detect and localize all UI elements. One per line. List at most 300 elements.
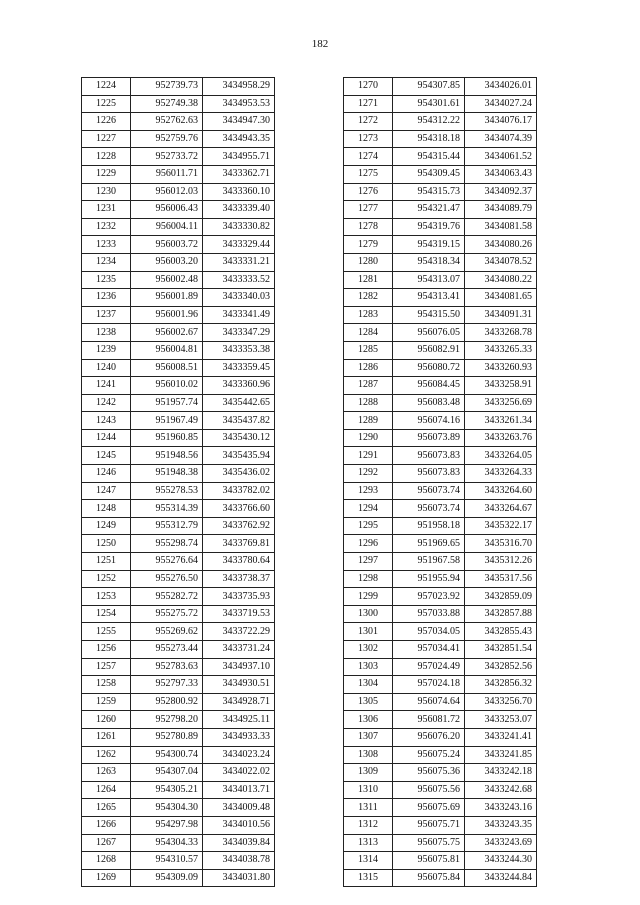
point-number-cell: 1284 <box>344 324 393 342</box>
y-coordinate-cell: 3433362.71 <box>203 165 275 183</box>
x-coordinate-cell: 955312.79 <box>131 517 203 535</box>
x-coordinate-cell: 957034.05 <box>393 623 465 641</box>
x-coordinate-cell: 952800.92 <box>131 693 203 711</box>
x-coordinate-cell: 952798.20 <box>131 711 203 729</box>
point-number-cell: 1315 <box>344 869 393 887</box>
table-row <box>82 641 275 659</box>
x-coordinate-cell: 956011.71 <box>131 165 203 183</box>
x-coordinate-cell: 954315.50 <box>393 306 465 324</box>
x-coordinate-cell: 955278.53 <box>131 482 203 500</box>
point-number-cell: 1252 <box>82 570 131 588</box>
y-coordinate-cell: 3433719.53 <box>203 605 275 623</box>
table-row <box>82 271 275 289</box>
y-coordinate-cell: 3434081.58 <box>465 218 537 236</box>
y-coordinate-cell: 3434061.52 <box>465 148 537 166</box>
point-number-cell: 1310 <box>344 781 393 799</box>
table-row <box>344 676 537 694</box>
point-number-cell: 1256 <box>82 641 131 659</box>
table-row <box>82 693 275 711</box>
point-number-cell: 1254 <box>82 605 131 623</box>
x-coordinate-cell: 954305.21 <box>131 781 203 799</box>
y-coordinate-cell: 3433263.76 <box>465 429 537 447</box>
table-row <box>344 412 537 430</box>
point-number-cell: 1224 <box>82 78 131 96</box>
y-coordinate-cell: 3434080.26 <box>465 236 537 254</box>
y-coordinate-cell: 3435322.17 <box>465 517 537 535</box>
x-coordinate-cell: 955298.74 <box>131 535 203 553</box>
coordinates-table-right <box>343 77 537 887</box>
point-number-cell: 1303 <box>344 658 393 676</box>
y-coordinate-cell: 3433340.03 <box>203 289 275 307</box>
table-row <box>344 113 537 131</box>
x-coordinate-cell: 955282.72 <box>131 588 203 606</box>
y-coordinate-cell: 3433331.21 <box>203 253 275 271</box>
table-row <box>82 78 275 96</box>
x-coordinate-cell: 956081.72 <box>393 711 465 729</box>
y-coordinate-cell: 3435312.26 <box>465 553 537 571</box>
y-coordinate-cell: 3434026.01 <box>465 78 537 96</box>
table-row <box>82 746 275 764</box>
point-number-cell: 1295 <box>344 517 393 535</box>
y-coordinate-cell: 3434039.84 <box>203 834 275 852</box>
point-number-cell: 1260 <box>82 711 131 729</box>
table-row <box>82 588 275 606</box>
x-coordinate-cell: 956082.91 <box>393 341 465 359</box>
table-row <box>344 130 537 148</box>
table-row <box>82 289 275 307</box>
point-number-cell: 1291 <box>344 447 393 465</box>
x-coordinate-cell: 956075.75 <box>393 834 465 852</box>
x-coordinate-cell: 956080.72 <box>393 359 465 377</box>
table-row <box>344 816 537 834</box>
y-coordinate-cell: 3433253.07 <box>465 711 537 729</box>
y-coordinate-cell: 3433242.68 <box>465 781 537 799</box>
y-coordinate-cell: 3433264.60 <box>465 482 537 500</box>
x-coordinate-cell: 955275.72 <box>131 605 203 623</box>
x-coordinate-cell: 956075.81 <box>393 852 465 870</box>
y-coordinate-cell: 3434080.22 <box>465 271 537 289</box>
y-coordinate-cell: 3434076.17 <box>465 113 537 131</box>
table-row <box>82 306 275 324</box>
y-coordinate-cell: 3432856.32 <box>465 676 537 694</box>
x-coordinate-cell: 956008.51 <box>131 359 203 377</box>
y-coordinate-cell: 3433780.64 <box>203 553 275 571</box>
point-number-cell: 1229 <box>82 165 131 183</box>
point-number-cell: 1289 <box>344 412 393 430</box>
y-coordinate-cell: 3434063.43 <box>465 165 537 183</box>
x-coordinate-cell: 954304.33 <box>131 834 203 852</box>
table-row <box>344 447 537 465</box>
point-number-cell: 1243 <box>82 412 131 430</box>
point-number-cell: 1307 <box>344 728 393 746</box>
table-row <box>82 359 275 377</box>
x-coordinate-cell: 955314.39 <box>131 500 203 518</box>
y-coordinate-cell: 3433258.91 <box>465 377 537 395</box>
y-coordinate-cell: 3433347.29 <box>203 324 275 342</box>
x-coordinate-cell: 956076.05 <box>393 324 465 342</box>
x-coordinate-cell: 954300.74 <box>131 746 203 764</box>
point-number-cell: 1262 <box>82 746 131 764</box>
point-number-cell: 1275 <box>344 165 393 183</box>
y-coordinate-cell: 3433264.05 <box>465 447 537 465</box>
x-coordinate-cell: 956075.56 <box>393 781 465 799</box>
point-number-cell: 1263 <box>82 764 131 782</box>
x-coordinate-cell: 954307.85 <box>393 78 465 96</box>
point-number-cell: 1231 <box>82 201 131 219</box>
point-number-cell: 1226 <box>82 113 131 131</box>
coordinates-table-left-body <box>82 78 275 887</box>
x-coordinate-cell: 954312.22 <box>393 113 465 131</box>
x-coordinate-cell: 954319.15 <box>393 236 465 254</box>
table-row <box>344 869 537 887</box>
x-coordinate-cell: 951948.56 <box>131 447 203 465</box>
x-coordinate-cell: 951960.85 <box>131 429 203 447</box>
table-row <box>344 324 537 342</box>
x-coordinate-cell: 955269.62 <box>131 623 203 641</box>
x-coordinate-cell: 957023.92 <box>393 588 465 606</box>
page-number: 182 <box>311 38 329 50</box>
point-number-cell: 1242 <box>82 394 131 412</box>
table-row <box>344 306 537 324</box>
y-coordinate-cell: 3434925.11 <box>203 711 275 729</box>
point-number-cell: 1287 <box>344 377 393 395</box>
table-row <box>82 834 275 852</box>
table-row <box>82 711 275 729</box>
point-number-cell: 1225 <box>82 95 131 113</box>
point-number-cell: 1247 <box>82 482 131 500</box>
table-row <box>82 799 275 817</box>
point-number-cell: 1280 <box>344 253 393 271</box>
x-coordinate-cell: 956073.74 <box>393 500 465 518</box>
table-row <box>344 95 537 113</box>
y-coordinate-cell: 3433268.78 <box>465 324 537 342</box>
table-row <box>344 183 537 201</box>
point-number-cell: 1230 <box>82 183 131 201</box>
table-row <box>82 394 275 412</box>
point-number-cell: 1258 <box>82 676 131 694</box>
table-row <box>344 764 537 782</box>
table-row <box>344 482 537 500</box>
y-coordinate-cell: 3433264.33 <box>465 465 537 483</box>
x-coordinate-cell: 954315.73 <box>393 183 465 201</box>
y-coordinate-cell: 3435436.02 <box>203 465 275 483</box>
point-number-cell: 1234 <box>82 253 131 271</box>
table-row <box>82 201 275 219</box>
table-row <box>344 201 537 219</box>
table-row <box>344 377 537 395</box>
point-number-cell: 1283 <box>344 306 393 324</box>
point-number-cell: 1277 <box>344 201 393 219</box>
y-coordinate-cell: 3434928.71 <box>203 693 275 711</box>
y-coordinate-cell: 3433360.10 <box>203 183 275 201</box>
y-coordinate-cell: 3432851.54 <box>465 641 537 659</box>
y-coordinate-cell: 3433241.85 <box>465 746 537 764</box>
x-coordinate-cell: 954309.09 <box>131 869 203 887</box>
x-coordinate-cell: 951967.58 <box>393 553 465 571</box>
table-row <box>344 781 537 799</box>
point-number-cell: 1296 <box>344 535 393 553</box>
point-number-cell: 1236 <box>82 289 131 307</box>
x-coordinate-cell: 956074.16 <box>393 412 465 430</box>
x-coordinate-cell: 954318.18 <box>393 130 465 148</box>
table-row <box>82 165 275 183</box>
table-row <box>82 482 275 500</box>
x-coordinate-cell: 956012.03 <box>131 183 203 201</box>
y-coordinate-cell: 3434010.56 <box>203 816 275 834</box>
y-coordinate-cell: 3433330.82 <box>203 218 275 236</box>
table-row <box>344 728 537 746</box>
coordinates-table-left <box>81 77 275 887</box>
y-coordinate-cell: 3433256.69 <box>465 394 537 412</box>
x-coordinate-cell: 956075.36 <box>393 764 465 782</box>
x-coordinate-cell: 956006.43 <box>131 201 203 219</box>
x-coordinate-cell: 956075.24 <box>393 746 465 764</box>
x-coordinate-cell: 956074.64 <box>393 693 465 711</box>
point-number-cell: 1274 <box>344 148 393 166</box>
y-coordinate-cell: 3433731.24 <box>203 641 275 659</box>
point-number-cell: 1306 <box>344 711 393 729</box>
table-row <box>82 500 275 518</box>
point-number-cell: 1259 <box>82 693 131 711</box>
y-coordinate-cell: 3434937.10 <box>203 658 275 676</box>
x-coordinate-cell: 955276.64 <box>131 553 203 571</box>
y-coordinate-cell: 3434078.52 <box>465 253 537 271</box>
point-number-cell: 1305 <box>344 693 393 711</box>
table-row <box>82 517 275 535</box>
point-number-cell: 1308 <box>344 746 393 764</box>
table-row <box>82 676 275 694</box>
point-number-cell: 1292 <box>344 465 393 483</box>
table-row <box>82 429 275 447</box>
point-number-cell: 1281 <box>344 271 393 289</box>
x-coordinate-cell: 954313.41 <box>393 289 465 307</box>
table-row <box>82 218 275 236</box>
table-row <box>344 271 537 289</box>
table-row <box>82 623 275 641</box>
y-coordinate-cell: 3434955.71 <box>203 148 275 166</box>
table-row <box>344 852 537 870</box>
table-row <box>344 517 537 535</box>
y-coordinate-cell: 3432857.88 <box>465 605 537 623</box>
x-coordinate-cell: 955276.50 <box>131 570 203 588</box>
table-row <box>344 341 537 359</box>
y-coordinate-cell: 3435317.56 <box>465 570 537 588</box>
x-coordinate-cell: 952739.73 <box>131 78 203 96</box>
table-row <box>344 148 537 166</box>
point-number-cell: 1269 <box>82 869 131 887</box>
x-coordinate-cell: 956084.45 <box>393 377 465 395</box>
y-coordinate-cell: 3433341.49 <box>203 306 275 324</box>
table-row <box>82 236 275 254</box>
table-row <box>344 500 537 518</box>
y-coordinate-cell: 3434092.37 <box>465 183 537 201</box>
table-row <box>82 148 275 166</box>
y-coordinate-cell: 3433782.02 <box>203 482 275 500</box>
y-coordinate-cell: 3435316.70 <box>465 535 537 553</box>
point-number-cell: 1300 <box>344 605 393 623</box>
x-coordinate-cell: 956004.81 <box>131 341 203 359</box>
table-row <box>82 658 275 676</box>
table-row <box>344 465 537 483</box>
point-number-cell: 1257 <box>82 658 131 676</box>
point-number-cell: 1249 <box>82 517 131 535</box>
point-number-cell: 1304 <box>344 676 393 694</box>
y-coordinate-cell: 3434074.39 <box>465 130 537 148</box>
table-row <box>82 816 275 834</box>
point-number-cell: 1235 <box>82 271 131 289</box>
y-coordinate-cell: 3433242.18 <box>465 764 537 782</box>
table-row <box>344 834 537 852</box>
table-row <box>344 711 537 729</box>
table-row <box>82 113 275 131</box>
table-row <box>82 412 275 430</box>
x-coordinate-cell: 954307.04 <box>131 764 203 782</box>
y-coordinate-cell: 3435442.65 <box>203 394 275 412</box>
table-row <box>82 553 275 571</box>
x-coordinate-cell: 956075.84 <box>393 869 465 887</box>
y-coordinate-cell: 3434943.35 <box>203 130 275 148</box>
point-number-cell: 1309 <box>344 764 393 782</box>
x-coordinate-cell: 956076.20 <box>393 728 465 746</box>
table-row <box>82 183 275 201</box>
y-coordinate-cell: 3434089.79 <box>465 201 537 219</box>
point-number-cell: 1298 <box>344 570 393 588</box>
x-coordinate-cell: 951948.38 <box>131 465 203 483</box>
y-coordinate-cell: 3434947.30 <box>203 113 275 131</box>
y-coordinate-cell: 3435430.12 <box>203 429 275 447</box>
x-coordinate-cell: 952733.72 <box>131 148 203 166</box>
point-number-cell: 1301 <box>344 623 393 641</box>
point-number-cell: 1246 <box>82 465 131 483</box>
table-row <box>82 869 275 887</box>
y-coordinate-cell: 3434091.31 <box>465 306 537 324</box>
x-coordinate-cell: 954309.45 <box>393 165 465 183</box>
x-coordinate-cell: 954304.30 <box>131 799 203 817</box>
x-coordinate-cell: 956004.11 <box>131 218 203 236</box>
point-number-cell: 1297 <box>344 553 393 571</box>
y-coordinate-cell: 3433766.60 <box>203 500 275 518</box>
x-coordinate-cell: 956073.89 <box>393 429 465 447</box>
point-number-cell: 1268 <box>82 852 131 870</box>
point-number-cell: 1312 <box>344 816 393 834</box>
x-coordinate-cell: 956073.83 <box>393 465 465 483</box>
point-number-cell: 1261 <box>82 728 131 746</box>
point-number-cell: 1313 <box>344 834 393 852</box>
point-number-cell: 1288 <box>344 394 393 412</box>
y-coordinate-cell: 3434953.53 <box>203 95 275 113</box>
x-coordinate-cell: 951958.18 <box>393 517 465 535</box>
x-coordinate-cell: 951957.74 <box>131 394 203 412</box>
point-number-cell: 1290 <box>344 429 393 447</box>
x-coordinate-cell: 956001.96 <box>131 306 203 324</box>
table-row <box>82 535 275 553</box>
y-coordinate-cell: 3432855.43 <box>465 623 537 641</box>
table-row <box>344 394 537 412</box>
table-row <box>82 764 275 782</box>
y-coordinate-cell: 3433265.33 <box>465 341 537 359</box>
x-coordinate-cell: 951967.49 <box>131 412 203 430</box>
point-number-cell: 1314 <box>344 852 393 870</box>
point-number-cell: 1237 <box>82 306 131 324</box>
point-number-cell: 1245 <box>82 447 131 465</box>
y-coordinate-cell: 3434009.48 <box>203 799 275 817</box>
table-row <box>82 728 275 746</box>
table-row <box>82 377 275 395</box>
point-number-cell: 1270 <box>344 78 393 96</box>
x-coordinate-cell: 956010.02 <box>131 377 203 395</box>
x-coordinate-cell: 954301.61 <box>393 95 465 113</box>
point-number-cell: 1238 <box>82 324 131 342</box>
point-number-cell: 1267 <box>82 834 131 852</box>
table-row <box>82 341 275 359</box>
x-coordinate-cell: 954313.07 <box>393 271 465 289</box>
table-row <box>82 253 275 271</box>
point-number-cell: 1294 <box>344 500 393 518</box>
y-coordinate-cell: 3434930.51 <box>203 676 275 694</box>
point-number-cell: 1255 <box>82 623 131 641</box>
table-row <box>82 130 275 148</box>
table-row <box>344 605 537 623</box>
y-coordinate-cell: 3433256.70 <box>465 693 537 711</box>
y-coordinate-cell: 3433359.45 <box>203 359 275 377</box>
x-coordinate-cell: 955273.44 <box>131 641 203 659</box>
x-coordinate-cell: 952749.38 <box>131 95 203 113</box>
x-coordinate-cell: 952783.63 <box>131 658 203 676</box>
point-number-cell: 1282 <box>344 289 393 307</box>
x-coordinate-cell: 957034.41 <box>393 641 465 659</box>
point-number-cell: 1278 <box>344 218 393 236</box>
table-row <box>82 781 275 799</box>
point-number-cell: 1241 <box>82 377 131 395</box>
point-number-cell: 1228 <box>82 148 131 166</box>
coordinates-table-right-body <box>344 78 537 887</box>
point-number-cell: 1232 <box>82 218 131 236</box>
y-coordinate-cell: 3433329.44 <box>203 236 275 254</box>
table-row <box>344 218 537 236</box>
table-row <box>344 658 537 676</box>
table-row <box>82 95 275 113</box>
table-row <box>344 165 537 183</box>
y-coordinate-cell: 3434031.80 <box>203 869 275 887</box>
point-number-cell: 1279 <box>344 236 393 254</box>
x-coordinate-cell: 952797.33 <box>131 676 203 694</box>
y-coordinate-cell: 3433762.92 <box>203 517 275 535</box>
y-coordinate-cell: 3433241.41 <box>465 728 537 746</box>
y-coordinate-cell: 3434933.33 <box>203 728 275 746</box>
point-number-cell: 1264 <box>82 781 131 799</box>
y-coordinate-cell: 3433360.96 <box>203 377 275 395</box>
y-coordinate-cell: 3435437.82 <box>203 412 275 430</box>
point-number-cell: 1251 <box>82 553 131 571</box>
y-coordinate-cell: 3434027.24 <box>465 95 537 113</box>
x-coordinate-cell: 952759.76 <box>131 130 203 148</box>
x-coordinate-cell: 952780.89 <box>131 728 203 746</box>
point-number-cell: 1299 <box>344 588 393 606</box>
table-row <box>344 641 537 659</box>
x-coordinate-cell: 956073.83 <box>393 447 465 465</box>
table-row <box>344 588 537 606</box>
table-row <box>344 535 537 553</box>
point-number-cell: 1311 <box>344 799 393 817</box>
x-coordinate-cell: 954319.76 <box>393 218 465 236</box>
y-coordinate-cell: 3434958.29 <box>203 78 275 96</box>
point-number-cell: 1285 <box>344 341 393 359</box>
y-coordinate-cell: 3433243.35 <box>465 816 537 834</box>
x-coordinate-cell: 952762.63 <box>131 113 203 131</box>
y-coordinate-cell: 3433244.30 <box>465 852 537 870</box>
table-row <box>344 289 537 307</box>
y-coordinate-cell: 3433244.84 <box>465 869 537 887</box>
